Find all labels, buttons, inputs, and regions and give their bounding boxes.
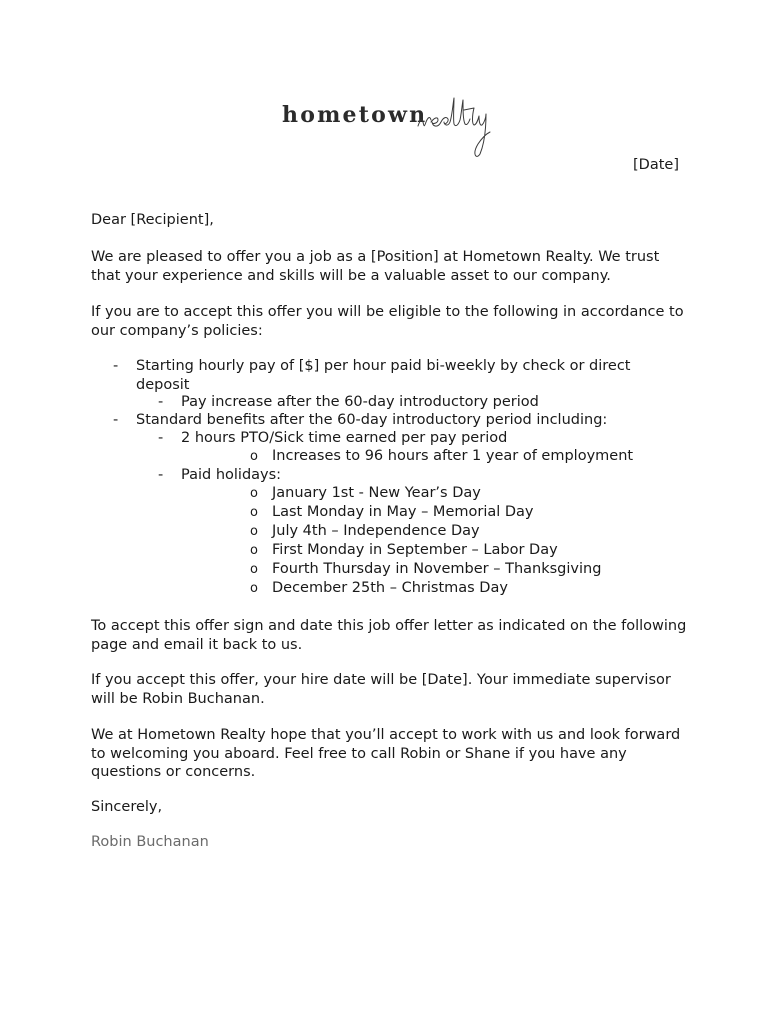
list-bullet-circle: o [250, 562, 258, 577]
list-bullet-dash: - [113, 412, 119, 428]
holiday-item: January 1st - New Year’s Day [272, 485, 481, 501]
holiday-item: July 4th – Independence Day [272, 523, 480, 539]
list-item-pto-increase: Increases to 96 hours after 1 year of employment [272, 448, 634, 464]
list-item-pay: Starting hourly pay of [$] per hour paid bi-weekly by check or direct deposit [136, 358, 631, 393]
list-bullet-circle: o [250, 486, 258, 501]
list-item-holidays: Paid holidays: [181, 467, 282, 483]
holiday-item: First Monday in September – Labor Day [272, 542, 558, 558]
logo-wordmark: hometown [282, 102, 428, 128]
hire-date-paragraph: If you accept this offer, your hire date will be [Date]. Your immediate supervisor will be Robin Buchanan. [91, 672, 671, 707]
salutation: Dear [Recipient], [91, 212, 214, 228]
list-bullet-circle: o [250, 524, 258, 539]
list-bullet-circle: o [250, 581, 258, 596]
list-bullet-dash: - [158, 394, 164, 410]
acceptance-instructions: To accept this offer sign and date this job offer letter as indicated on the following page and email it back to us. [91, 618, 687, 653]
eligibility-paragraph: If you are to accept this offer you will be eligible to the following in accordance to our company’s policies: [91, 304, 684, 339]
signature-name: Robin Buchanan [91, 834, 209, 850]
list-bullet-circle: o [250, 505, 258, 520]
holiday-item: Fourth Thursday in November – Thanksgiving [272, 561, 602, 577]
letter-date: [Date] [633, 157, 679, 173]
list-item-pay-increase: Pay increase after the 60-day introductory period [181, 394, 539, 410]
closing-salutation: Sincerely, [91, 799, 163, 815]
list-bullet-dash: - [113, 358, 119, 374]
closing-paragraph: We at Hometown Realty hope that you’ll accept to work with us and look forward to welcoming you aboard. Feel free to call Robin or Shane if you have any questions or concerns. [91, 727, 681, 780]
list-item-pto: 2 hours PTO/Sick time earned per pay period [181, 430, 508, 446]
offer-paragraph: We are pleased to offer you a job as a [Position] at Hometown Realty. We trust that your experience and skills will be a valuable asset to our company. [91, 249, 660, 284]
company-logo [282, 92, 497, 162]
list-bullet-dash: - [158, 467, 164, 483]
holiday-item: December 25th – Christmas Day [272, 580, 508, 596]
list-bullet-circle: o [250, 543, 258, 558]
holiday-item: Last Monday in May – Memorial Day [272, 504, 534, 520]
list-item-benefits: Standard benefits after the 60-day introductory period including: [136, 412, 608, 428]
list-bullet-circle: o [250, 449, 258, 464]
list-bullet-dash: - [158, 430, 164, 446]
logo-script-realty [416, 92, 496, 162]
